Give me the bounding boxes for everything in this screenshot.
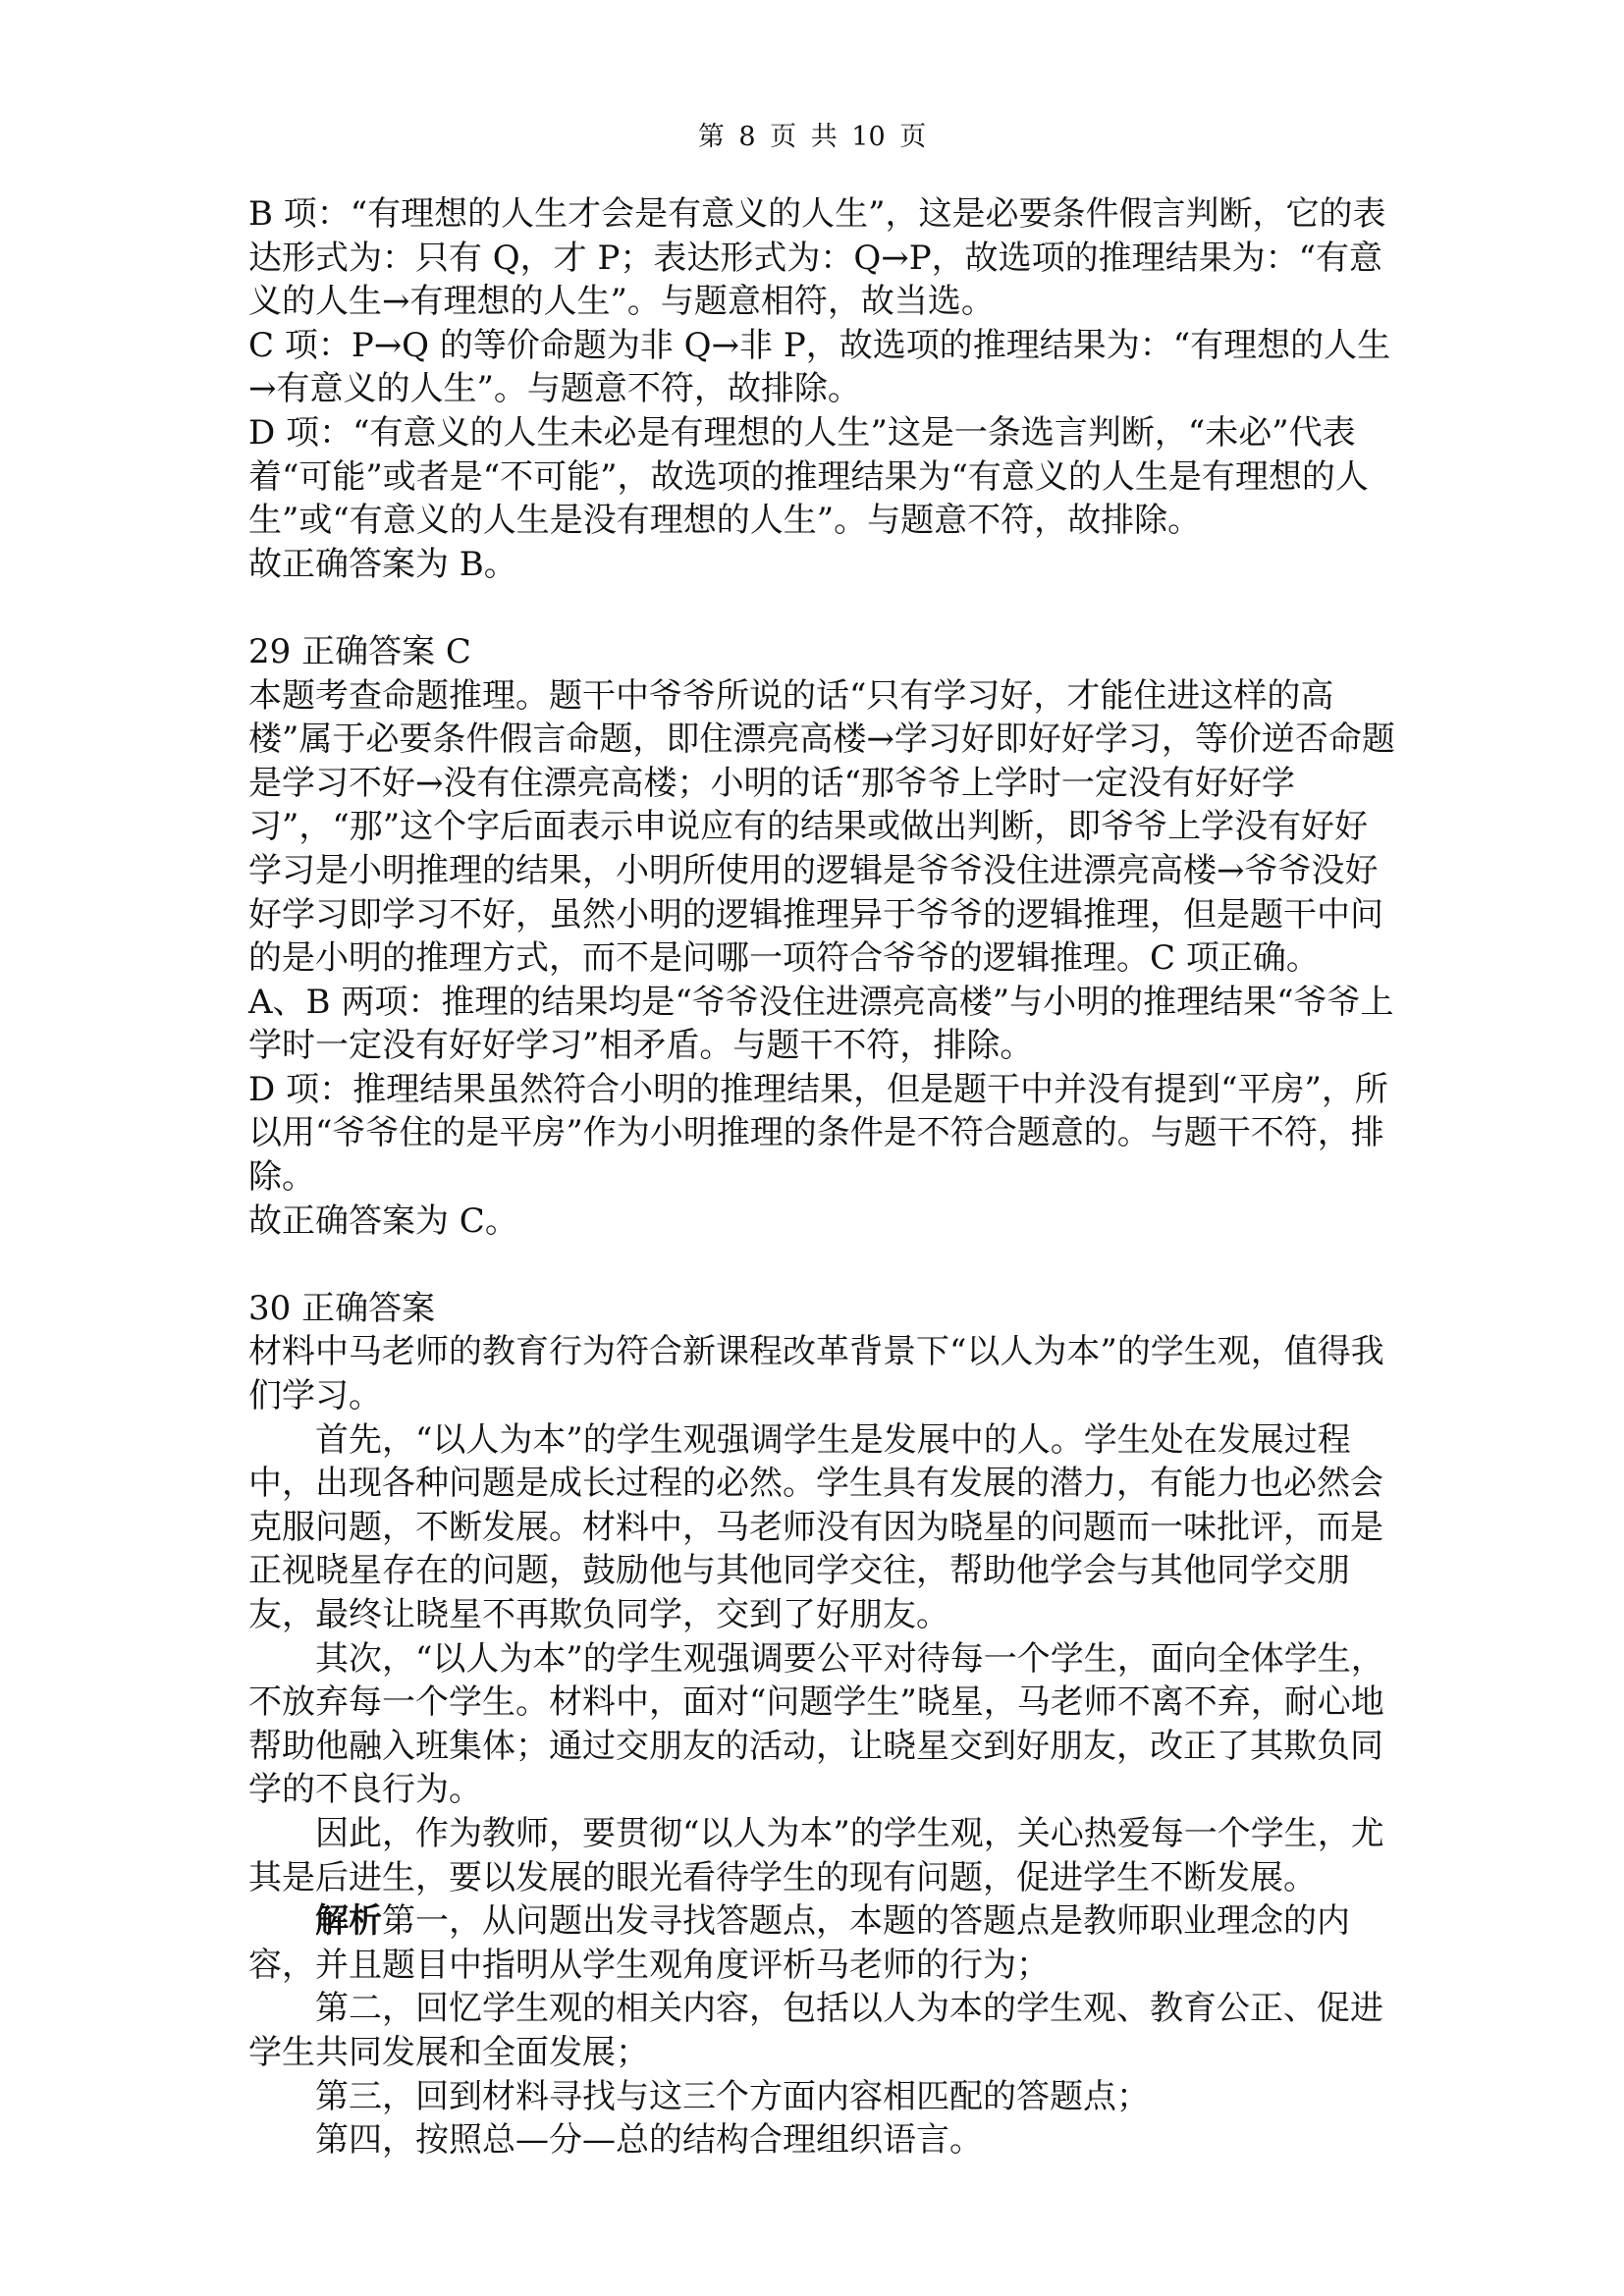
section-gap (248, 586, 1397, 630)
page-content (248, 192, 1397, 2163)
q30-analysis-step-1 (248, 1899, 1397, 1987)
q28-option-c-explanation: C 项：P→Q 的等价命题为非 Q→非 P，故选项的推理结果为：“有理想的人生→有意义的人生”。与题意不符，故排除。 (248, 325, 1391, 409)
q30-analysis-step-3: 第三，回到材料寻找与这三个方面内容相匹配的答题点； (315, 2076, 1150, 2116)
q29-conclusion: 故正确答案为 C。 (248, 1201, 518, 1241)
q30-paragraph-2: 其次，“以人为本”的学生观强调要公平对待每一个学生，面向全体学生，不放弃每一个学生。材料中，面对“问题学生”晓星，马老师不离不弃，耐心地帮助他融入班集体；通过交朋友的活动，让晓星交到好朋友，改正了其欺负同学的不良行为。 (248, 1638, 1384, 1810)
q28-option-b-explanation: B 项：“有理想的人生才会是有意义的人生”，这是必要条件假言判断，它的表达形式为：只有 Q，才 P；表达形式为：Q→P，故选项的推理结果为：“有意义的人生→有理想的人生”。与题意相符，故当选。 (248, 194, 1386, 322)
q29-analysis: 本题考查命题推理。题干中爷爷所说的话“只有学习好，才能住进这样的高楼”属于必要条件假言命题，即住漂亮高楼→学习好即好好学习，等价逆否命题是学习不好→没有住漂亮高楼；小明的话“那爷爷上学时一定没有好好学习”，“那”这个字后面表示申说应有的结果或做出判断，即爷爷上学没有好好学习是小明推理的结果，小明所使用的逻辑是爷爷没住进漂亮高楼→爷爷没好好学习即学习不好，虽然小明的逻辑推理异于爷爷的逻辑推理，但是题干中问的是小明的推理方式，而不是问哪一项符合爷爷的逻辑推理。C 项正确。 (248, 675, 1395, 979)
analysis-step-1-text: 第一，从问题出发寻找答题点，本题的答题点是教师职业理念的内容，并且题目中指明从学生观角度评析马老师的行为； (248, 1901, 1350, 1985)
q30-analysis-step-2: 第二，回忆学生观的相关内容，包括以人为本的学生观、教育公正、促进学生共同发展和全面发展； (248, 1989, 1383, 2072)
q30-paragraph-1: 首先，“以人为本”的学生观强调学生是发展中的人。学生处在发展过程中，出现各种问题是成长过程的必然。学生具有发展的潜力，有能力也必然会克服问题，不断发展。材料中，马老师没有因为晓星的问题而一味批评，而是正视晓星存在的问题，鼓励他与其他同学交往，帮助他学会与其他同学交朋友，最终让晓星不再欺负同学，交到了好朋友。 (248, 1419, 1383, 1634)
q29-option-d-explanation: D 项：推理结果虽然符合小明的推理结果，但是题干中并没有提到“平房”，所以用“爷爷住的是平房”作为小明推理的条件是不符合题意的。与题干不符，排除。 (248, 1069, 1388, 1198)
section-gap (248, 1243, 1397, 1287)
page-header: 第 8 页 共 10 页 (697, 122, 927, 152)
q29-option-ab-explanation: A、B 两项：推理的结果均是“爷爷没住进漂亮高楼”与小明的推理结果“爷爷上学时一定没有好好学习”相矛盾。与题干不符，排除。 (248, 982, 1394, 1066)
q30-analysis-step-4: 第四，按照总—分—总的结构合理组织语言。 (315, 2120, 983, 2161)
q29-title: 29 正确答案 C (248, 631, 471, 671)
q30-intro: 材料中马老师的教育行为符合新课程改革背景下“以人为本”的学生观，值得我们学习。 (248, 1332, 1384, 1416)
q28-conclusion: 故正确答案为 B。 (248, 544, 517, 584)
q28-option-d-explanation: D 项：“有意义的人生未必是有理想的人生”这是一条选言判断，“未必”代表着“可能”或者是“不可能”，故选项的推理结果为“有意义的人生是有理想的人生”或“有意义的人生是没有理想的人生”。与题意不符，故排除。 (248, 412, 1369, 541)
q30-paragraph-3: 因此，作为教师，要贯彻“以人为本”的学生观，关心热爱每一个学生，尤其是后进生，要以发展的眼光看待学生的现有问题，促进学生不断发展。 (248, 1813, 1384, 1897)
q30-title: 30 正确答案 (248, 1288, 436, 1328)
analysis-label: 解析 (315, 1901, 382, 1942)
